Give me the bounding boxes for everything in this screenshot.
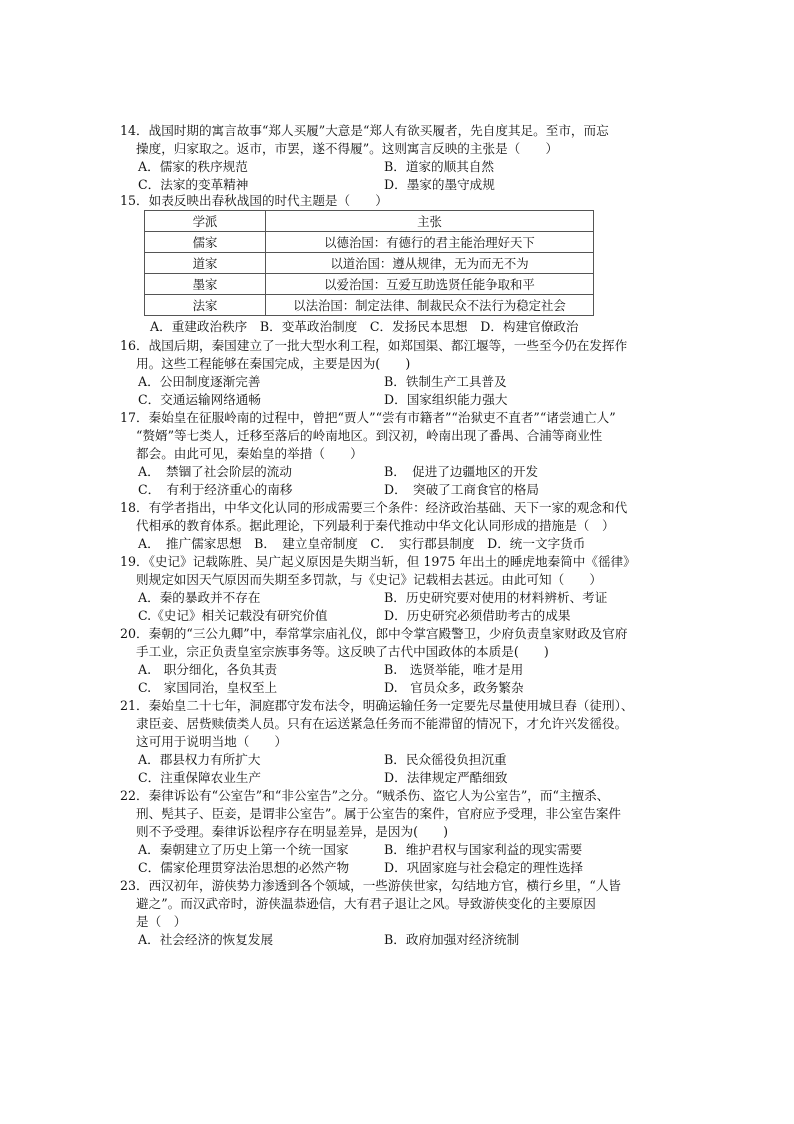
option-d: D．历史研究必须借助考古的成果	[384, 608, 571, 623]
option-d: D． 突破了工商食官的格局	[384, 482, 539, 497]
option-a: A．秦的暴政并不存在	[138, 590, 261, 605]
table-cell: 以法治国：制定法律、制裁民众不法行为稳定社会	[266, 295, 594, 316]
option-d: D．巩固家庭与社会稳定的理性选择	[384, 860, 584, 875]
option-a: A． 禁锢了社会阶层的流动	[138, 464, 292, 479]
option-c: C．法家的变革精神	[138, 177, 249, 192]
option-a: A．秦朝建立了历史上第一个统一国家	[138, 842, 349, 857]
option-c: C. 家国同治，皇权至上	[138, 680, 278, 695]
question-text: 这可用于说明当地（ ）	[136, 734, 288, 749]
option-b: B．维护君权与国家利益的现实需要	[384, 842, 583, 857]
question-text: 22．秦律诉讼有“公室告”和“非公室告”之分。“贼杀伤、盗它人为公室告”，而“主擅杀、	[120, 788, 610, 803]
option-c: C．儒家伦理贯穿法治思想的必然产物	[138, 860, 350, 875]
table-cell: 法家	[145, 295, 266, 316]
question-text: 19．《史记》记载陈胜、吴广起义原因是失期当斩，但 1975 年出土的睡虎地秦简中《徭律》	[120, 554, 636, 569]
schools-table	[144, 210, 594, 316]
question-text: 刑、髡其子、臣妾，是谓非公室告”。属于公室告的案件，官府应予受理，非公室告案件	[136, 806, 622, 821]
table-cell: 以德治国：有德行的君主能治理好天下	[266, 232, 594, 253]
table-cell: 儒家	[145, 232, 266, 253]
option-b: B． 促进了边疆地区的开发	[384, 464, 539, 479]
table-cell: 道家	[145, 253, 266, 274]
question-text: 15．如表反映出春秋战国的时代主题是（ ）	[120, 193, 388, 208]
option-b: B．道家的顺其自然	[384, 159, 495, 174]
question-text: 是（ ）	[136, 914, 187, 929]
option-b: B．铁制生产工具普及	[384, 374, 507, 389]
table-header-row	[145, 211, 594, 232]
option-c: C． 有利于经济重心的南移	[138, 482, 293, 497]
option-c: C．交通运输网络通畅	[138, 392, 261, 407]
table-cell: 墨家	[145, 274, 266, 295]
question-text: 17．秦始皇在征服岭南的过程中，曾把“贾人”“尝有市籍者”“治狱吏不直者”“诸尝逋亡人”	[120, 410, 616, 425]
question-text: 操度，归家取之。返市，市罢，遂不得履”。这则寓言反映的主张是（ ）	[136, 141, 559, 156]
options-line: A．重建政治秩序 B．变革政治制度 C．发扬民本思想 D．构建官僚政治	[150, 319, 579, 334]
table-cell: 以道治国：遵从规律，无为而无不为	[266, 253, 594, 274]
question-text: “赘婿”等七类人，迁移至落后的岭南地区。到汉初，岭南出现了番禺、合浦等商业性	[136, 428, 603, 443]
question-text: 手工业，宗正负责皇室宗族事务等。这反映了古代中国政体的本质是( )	[136, 644, 549, 659]
question-text: 代相承的教育体系。据此理论，下列最利于秦代推动中华文化认同形成的措施是（ ）	[136, 518, 615, 533]
option-d: D．法律规定严酷细致	[384, 770, 508, 785]
option-b: B．政府加强对经济统制	[384, 932, 520, 947]
table-row	[145, 253, 594, 274]
question-text: 21．秦始皇二十七年，洞庭郡守发布法令，明确运输任务一定要先尽量使用城旦舂（徒刑）、	[120, 698, 634, 713]
question-text: 14．战国时期的寓言故事“郑人买履”大意是“郑人有欲买履者，先自度其足。至市，而忘	[120, 123, 609, 138]
question-text: 20．秦朝的“三公九卿”中，奉常掌宗庙礼仪，郎中令掌宫殿警卫，少府负责皇家财政及官府	[120, 626, 628, 641]
option-c: C.《史记》相关记载没有研究价值	[138, 608, 328, 623]
table-header: 学派	[145, 211, 266, 232]
table-row	[145, 274, 594, 295]
question-text: 18．有学者指出，中华文化认同的形成需要三个条件：经济政治基础、天下一家的观念和代	[120, 500, 628, 515]
option-b: B．历史研究要对使用的材料辨析、考证	[384, 590, 608, 605]
option-b: B．民众徭役负担沉重	[384, 752, 507, 767]
table-row	[145, 295, 594, 316]
option-b: B. 选贤举能，唯才是用	[384, 662, 524, 677]
question-text: 则规定如因天气原因而失期至多罚款，与《史记》记载相去甚远。由此可知（ ）	[136, 572, 602, 587]
option-a: A．郡县权力有所扩大	[138, 752, 261, 767]
options-line: A． 推广儒家思想 B． 建立皇帝制度 C． 实行郡县制度 D．统一文字货币	[138, 536, 586, 551]
option-a: A．公田制度逐渐完善	[138, 374, 261, 389]
question-text: 隶臣妾、居赀赎债类人员。只有在运送紧急任务而不能滞留的情况下，才允许兴发徭役。	[136, 716, 628, 731]
option-a: A．社会经济的恢复发展	[138, 932, 274, 947]
question-text: 则不予受理。秦律诉讼程序存在明显差异，是因为( )	[136, 824, 449, 839]
question-text: 23．西汉初年，游侠势力渗透到各个领域，一些游侠世家，勾结地方官，横行乡里，“人皆	[120, 878, 622, 893]
option-d: D. 官员众多，政务繁杂	[384, 680, 524, 695]
option-c: C．注重保障农业生产	[138, 770, 261, 785]
option-d: D．国家组织能力强大	[384, 392, 508, 407]
table-header: 主张	[266, 211, 594, 232]
option-a: A. 职分细化，各负其责	[138, 662, 278, 677]
option-d: D．墨家的墨守成规	[384, 177, 495, 192]
question-text: 16．战国后期，秦国建立了一批大型水利工程，如郑国渠、都江堰等，一些至今仍在发挥作	[120, 338, 628, 353]
question-text: 都会。由此可见，秦始皇的举措（ ）	[136, 446, 363, 461]
option-a: A．儒家的秩序规范	[138, 159, 248, 174]
table-row	[145, 232, 594, 253]
table-cell: 以爱治国：互爱互助选贤任能争取和平	[266, 274, 594, 295]
question-text: 用。这些工程能够在秦国完成，主要是因为( )	[136, 356, 411, 371]
question-text: 避之”。而汉武帝时，游侠温恭逊信，大有君子退让之风。导致游侠变化的主要原因	[136, 896, 596, 911]
